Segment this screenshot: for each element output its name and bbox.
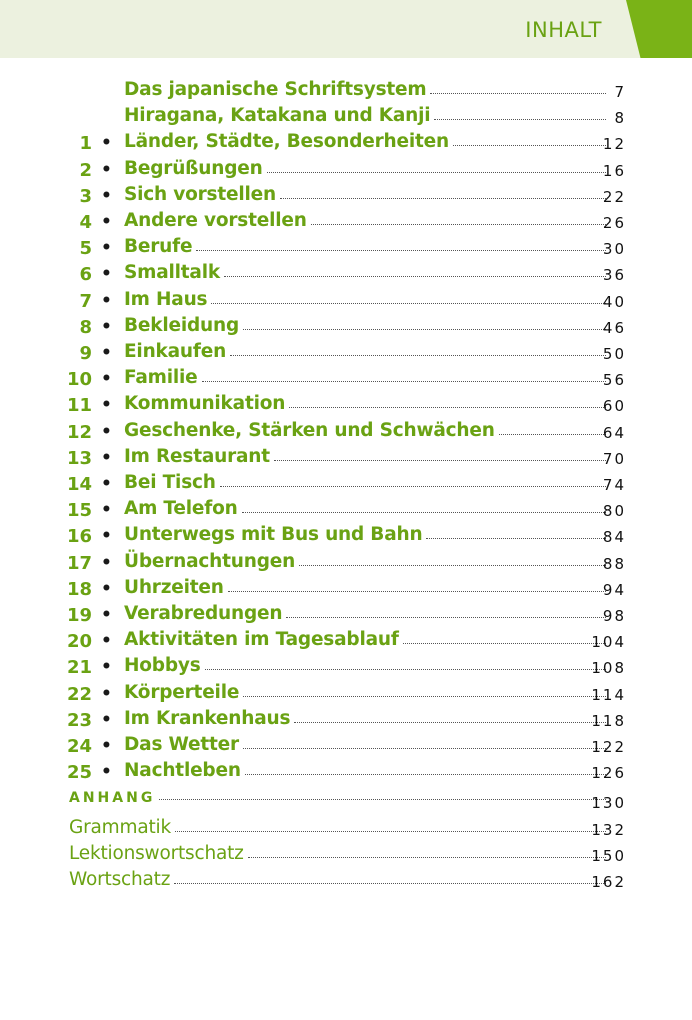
bullet-icon: • [101, 185, 112, 206]
toc-row-chapter [0, 210, 692, 234]
toc-entry-title: Das Wetter [124, 734, 239, 755]
bullet-icon: • [101, 709, 112, 730]
toc-row-chapter [0, 682, 692, 706]
toc-row-chapter [0, 655, 692, 679]
toc-entry [124, 446, 606, 467]
bullet-icon: • [101, 159, 112, 180]
page-number: 60 [602, 397, 626, 416]
toc-entry-title: Bekleidung [124, 314, 240, 336]
toc-row-intro [0, 105, 692, 129]
toc-row-chapter [0, 551, 692, 575]
toc-entry-title: Smalltalk [124, 262, 220, 284]
chapter-number: 22 [66, 683, 92, 705]
chapter-number: 11 [66, 395, 92, 417]
chapter-number: 18 [66, 578, 92, 600]
toc-row-chapter [0, 262, 692, 286]
toc-row-chapter [0, 289, 692, 313]
bullet-icon: • [101, 500, 112, 521]
toc-entry [124, 524, 606, 545]
toc-entry-title: Familie [124, 367, 198, 389]
chapter-number: 14 [66, 474, 92, 495]
page-number: 88 [602, 554, 626, 573]
chapter-number: 9 [79, 343, 92, 364]
page-number: 56 [602, 371, 626, 390]
toc-entry-title: Am Telefon [124, 498, 238, 520]
toc-entry-title: Länder, Städte, Besonderheiten [124, 131, 449, 153]
page-number: 46 [602, 318, 626, 337]
toc-entry-title: Hobbys [124, 655, 201, 677]
chapter-number: 15 [66, 500, 92, 522]
toc-row-chapter [0, 367, 692, 391]
toc-entry-title: Berufe [124, 236, 193, 258]
toc-row-chapter [0, 603, 692, 627]
page-number: 84 [602, 528, 626, 547]
toc-entry [124, 708, 606, 729]
page-number: 12 [602, 135, 626, 154]
toc-entry-title: Kommunikation [124, 393, 286, 415]
bullet-icon: • [101, 264, 112, 285]
bullet-icon: • [101, 343, 112, 363]
dot-leader [196, 250, 606, 251]
toc-entry-title: Aktivitäten im Tagesablauf [124, 629, 399, 651]
page-number: 150 [591, 846, 626, 865]
toc-entry [124, 472, 606, 493]
page-number: 126 [591, 764, 626, 783]
page-number: 26 [602, 214, 626, 232]
toc-entry [124, 734, 606, 755]
toc-row-chapter [0, 760, 692, 784]
toc-entry [124, 210, 606, 231]
toc-entry-title: Andere vorstellen [124, 210, 307, 231]
page-number: 80 [602, 502, 626, 521]
page-number: 36 [602, 266, 626, 285]
page-title: INHALT [525, 18, 602, 42]
page-number: 122 [591, 738, 626, 756]
toc-row-chapter [0, 446, 692, 470]
toc-entry [124, 79, 606, 100]
page-number: 104 [591, 633, 626, 652]
dot-leader [280, 198, 606, 199]
toc-entry-title: Hiragana, Katakana und Kanji [124, 105, 431, 127]
toc-entry [124, 629, 606, 650]
page-number: 30 [602, 240, 626, 259]
toc-row-chapter [0, 393, 692, 417]
toc-entry [124, 105, 606, 126]
page-number: 162 [591, 873, 626, 891]
chapter-number: 16 [66, 526, 92, 548]
toc-entry-title: Grammatik [69, 816, 171, 838]
page-number: 40 [602, 292, 626, 311]
dot-leader [174, 883, 606, 884]
toc-entry [69, 817, 606, 838]
dot-leader [175, 831, 606, 832]
toc-entry [69, 790, 606, 806]
toc-entry-title: Übernachtungen [124, 550, 296, 572]
dot-leader [286, 617, 606, 618]
toc-entry-title: Das japanische Schriftsystem [124, 79, 427, 100]
bullet-icon: • [101, 552, 112, 573]
toc-row-chapter [0, 236, 692, 260]
toc-entry [124, 315, 606, 336]
bullet-icon: • [101, 605, 112, 625]
toc-row-intro [0, 79, 692, 103]
page-number: 132 [591, 820, 626, 839]
toc-entry [124, 577, 606, 598]
bullet-icon: • [101, 657, 112, 678]
toc-row-chapter [0, 472, 692, 496]
dot-leader [228, 591, 606, 592]
chapter-number: 23 [66, 709, 92, 731]
page-number: 114 [591, 685, 626, 704]
toc-entry [124, 498, 606, 519]
toc-entry-title: Nachtleben [124, 760, 241, 782]
bullet-icon: • [101, 421, 112, 442]
toc-entry-title: Geschenke, Stärken und Schwächen [124, 419, 495, 441]
toc-row-chapter [0, 629, 692, 653]
toc-entry-title: Lektionswortschatz [69, 842, 244, 864]
bullet-icon: • [101, 762, 112, 783]
dot-leader [243, 329, 606, 330]
toc-row-chapter [0, 184, 692, 208]
toc-entry [124, 341, 606, 362]
page-number: 118 [591, 711, 626, 730]
bullet-icon: • [101, 290, 112, 311]
toc-entry [124, 760, 606, 781]
toc-row-chapter [0, 524, 692, 548]
toc-entry-title: Begrüßungen [124, 157, 263, 179]
toc-entry [124, 420, 606, 441]
chapter-number: 5 [79, 238, 92, 260]
toc-entry [124, 184, 606, 205]
dot-leader [311, 224, 606, 225]
toc-row-chapter [0, 315, 692, 339]
chapter-number: 2 [79, 159, 92, 181]
toc-entry-title: Einkaufen [124, 341, 227, 362]
bullet-icon: • [101, 133, 112, 154]
chapter-number: 24 [66, 736, 92, 757]
toc-entry [124, 236, 606, 257]
toc-row-chapter [0, 131, 692, 155]
bullet-icon: • [101, 578, 112, 599]
page-number: 22 [602, 187, 626, 206]
dot-leader [202, 381, 607, 382]
toc-entry [69, 843, 606, 864]
page-number: 108 [591, 659, 626, 678]
toc-entry [124, 262, 606, 283]
bullet-icon: • [101, 238, 112, 259]
page-number: 8 [614, 109, 626, 128]
dot-leader [220, 486, 606, 487]
toc-entry-title: Verabredungen [124, 603, 283, 624]
page-number: 94 [602, 580, 626, 599]
dot-leader [294, 722, 606, 723]
chapter-number: 17 [66, 552, 92, 574]
toc-entry [124, 551, 606, 572]
toc-entry-title: Sich vorstellen [124, 183, 276, 205]
chapter-number: 3 [79, 185, 92, 207]
toc-row-appendix [0, 817, 692, 841]
chapter-number: 1 [79, 133, 92, 155]
chapter-number: 4 [79, 212, 92, 233]
page-number: 98 [602, 607, 626, 625]
dot-leader [205, 669, 606, 670]
dot-leader [243, 696, 606, 697]
bullet-icon: • [101, 447, 112, 468]
bullet-icon: • [101, 369, 112, 390]
page-number: 130 [591, 794, 626, 813]
chapter-number: 13 [66, 447, 92, 469]
toc-entry-title: ANHANG [69, 790, 156, 807]
dot-leader [211, 303, 606, 304]
toc-row-chapter [0, 341, 692, 365]
dot-leader [299, 565, 606, 566]
page-number: 7 [614, 83, 626, 101]
toc-entry [124, 603, 606, 624]
toc-entry [124, 158, 606, 179]
toc-entry [124, 655, 606, 676]
chapter-number: 25 [66, 762, 92, 784]
page-number: 50 [602, 345, 626, 363]
bullet-icon: • [101, 631, 112, 652]
dot-leader [274, 460, 606, 461]
toc-entry [124, 289, 606, 310]
toc-entry-title: Uhrzeiten [124, 576, 224, 598]
bullet-icon: • [101, 474, 112, 494]
toc-row-appendix [0, 790, 692, 814]
toc-row-chapter [0, 708, 692, 732]
toc-row-chapter [0, 420, 692, 444]
bullet-icon: • [101, 683, 112, 704]
chapter-number: 8 [79, 316, 92, 338]
toc-entry-title: Im Haus [124, 288, 208, 310]
page-number: 64 [602, 423, 626, 442]
bullet-icon: • [101, 212, 112, 232]
toc-entry [124, 682, 606, 703]
toc-row-appendix [0, 869, 692, 893]
chapter-number: 10 [66, 369, 92, 391]
toc-entry-title: Unterwegs mit Bus und Bahn [124, 524, 423, 546]
toc-entry [124, 367, 606, 388]
bullet-icon: • [101, 736, 112, 756]
dot-leader [243, 748, 606, 749]
toc-row-chapter [0, 158, 692, 182]
bullet-icon: • [101, 395, 112, 416]
dot-leader [230, 355, 606, 356]
dot-leader [245, 774, 606, 775]
dot-leader [267, 172, 606, 173]
dot-leader [159, 799, 606, 800]
toc-entry-title: Bei Tisch [124, 472, 216, 493]
page-number: 70 [602, 449, 626, 468]
toc-entry [124, 393, 606, 414]
chapter-number: 12 [66, 421, 92, 443]
toc-entry [69, 869, 606, 890]
page-number: 16 [602, 161, 626, 180]
toc-row-appendix [0, 843, 692, 867]
toc-entry [124, 131, 606, 152]
chapter-number: 21 [66, 657, 92, 679]
bullet-icon: • [101, 316, 112, 337]
chapter-number: 20 [66, 631, 92, 653]
dot-leader [224, 276, 606, 277]
chapter-number: 7 [79, 290, 92, 312]
toc-row-chapter [0, 734, 692, 758]
dot-leader [248, 857, 606, 858]
chapter-number: 6 [79, 264, 92, 286]
toc-entry-title: Wortschatz [69, 869, 171, 890]
toc-entry-title: Im Krankenhaus [124, 707, 291, 729]
toc-row-chapter [0, 577, 692, 601]
toc-entry-title: Körperteile [124, 681, 240, 703]
dot-leader [242, 512, 606, 513]
bullet-icon: • [101, 526, 112, 547]
toc-row-chapter [0, 498, 692, 522]
chapter-number: 19 [66, 605, 92, 626]
page-number: 74 [602, 476, 626, 494]
dot-leader [289, 407, 606, 408]
toc-entry-title: Im Restaurant [124, 445, 270, 467]
